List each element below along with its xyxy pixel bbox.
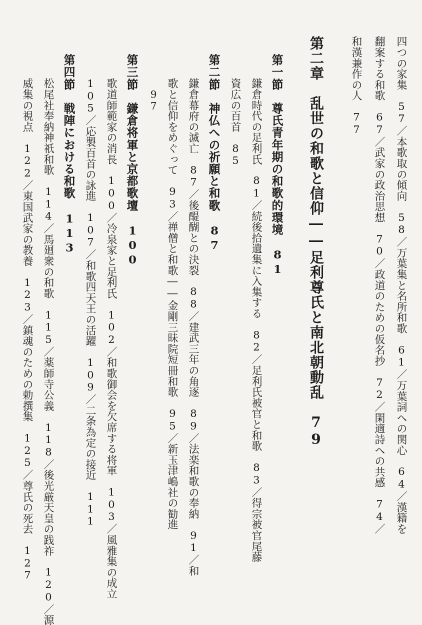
section-heading: 第一節 尊氏青年期の和歌的環境 81	[270, 54, 285, 277]
toc-line: 松尾社奉納神祇和歌 114／馬廻衆の和歌 115／薬師寺公義 118／後光厳天皇の践祚 120／源	[42, 78, 55, 625]
section-heading: 第二節 神仏への祈願と和歌 87	[207, 54, 222, 253]
toc-line: 資広の百首 85	[229, 78, 242, 168]
toc-line: 鎌倉幕府の滅亡 87／後醍醐との決裂 88／建武三年の角逐 89／法楽和歌の奉納 91／和	[187, 78, 200, 576]
toc-page-number: 97	[148, 90, 159, 113]
toc-line: 歌と信仰をめぐって 93／禅僧と和歌――金剛三昧院短冊和歌 95／新玉津嶋社の勧進	[166, 78, 179, 530]
chapter-heading: 第二章 乱世の和歌と信仰――足利尊氏と南北朝動乱 79	[308, 36, 324, 449]
section-heading: 第三節 鎌倉将軍と京都歌壇 100	[125, 54, 140, 268]
toc-line: 和漢兼作の人 77	[350, 36, 363, 137]
toc-line: 四つの家集 57／本歌取の傾向 58／万葉集と名所和歌 61／万葉詞への関心 64／漢籍を	[395, 36, 408, 534]
toc-line: 鎌倉時代の足利氏 81／続後拾遺集に入集する 82／足利氏被官と和歌 83／得宗被官尾藤	[250, 78, 263, 563]
toc-line: 歌道師範家の消長 100／冷泉家と足利氏 102／和歌御会を欠席する将軍 103／風雅集の成立	[105, 78, 118, 600]
toc-line: 105／応製百首の詠進 107／和歌四天王の活躍 109／二条為定の接近 111	[84, 78, 97, 528]
toc-line: 翻案する和歌 67／武家の政治思想 70／政道のための仮名抄 72／閑適詩への共感 74／	[373, 36, 386, 534]
section-heading: 第四節 戦陣における和歌 113	[62, 54, 77, 256]
toc-line: 威集の視点 122／東国武家の教養 123／鎮魂のための勅撰集 125／尊氏の死去 127	[21, 78, 34, 582]
